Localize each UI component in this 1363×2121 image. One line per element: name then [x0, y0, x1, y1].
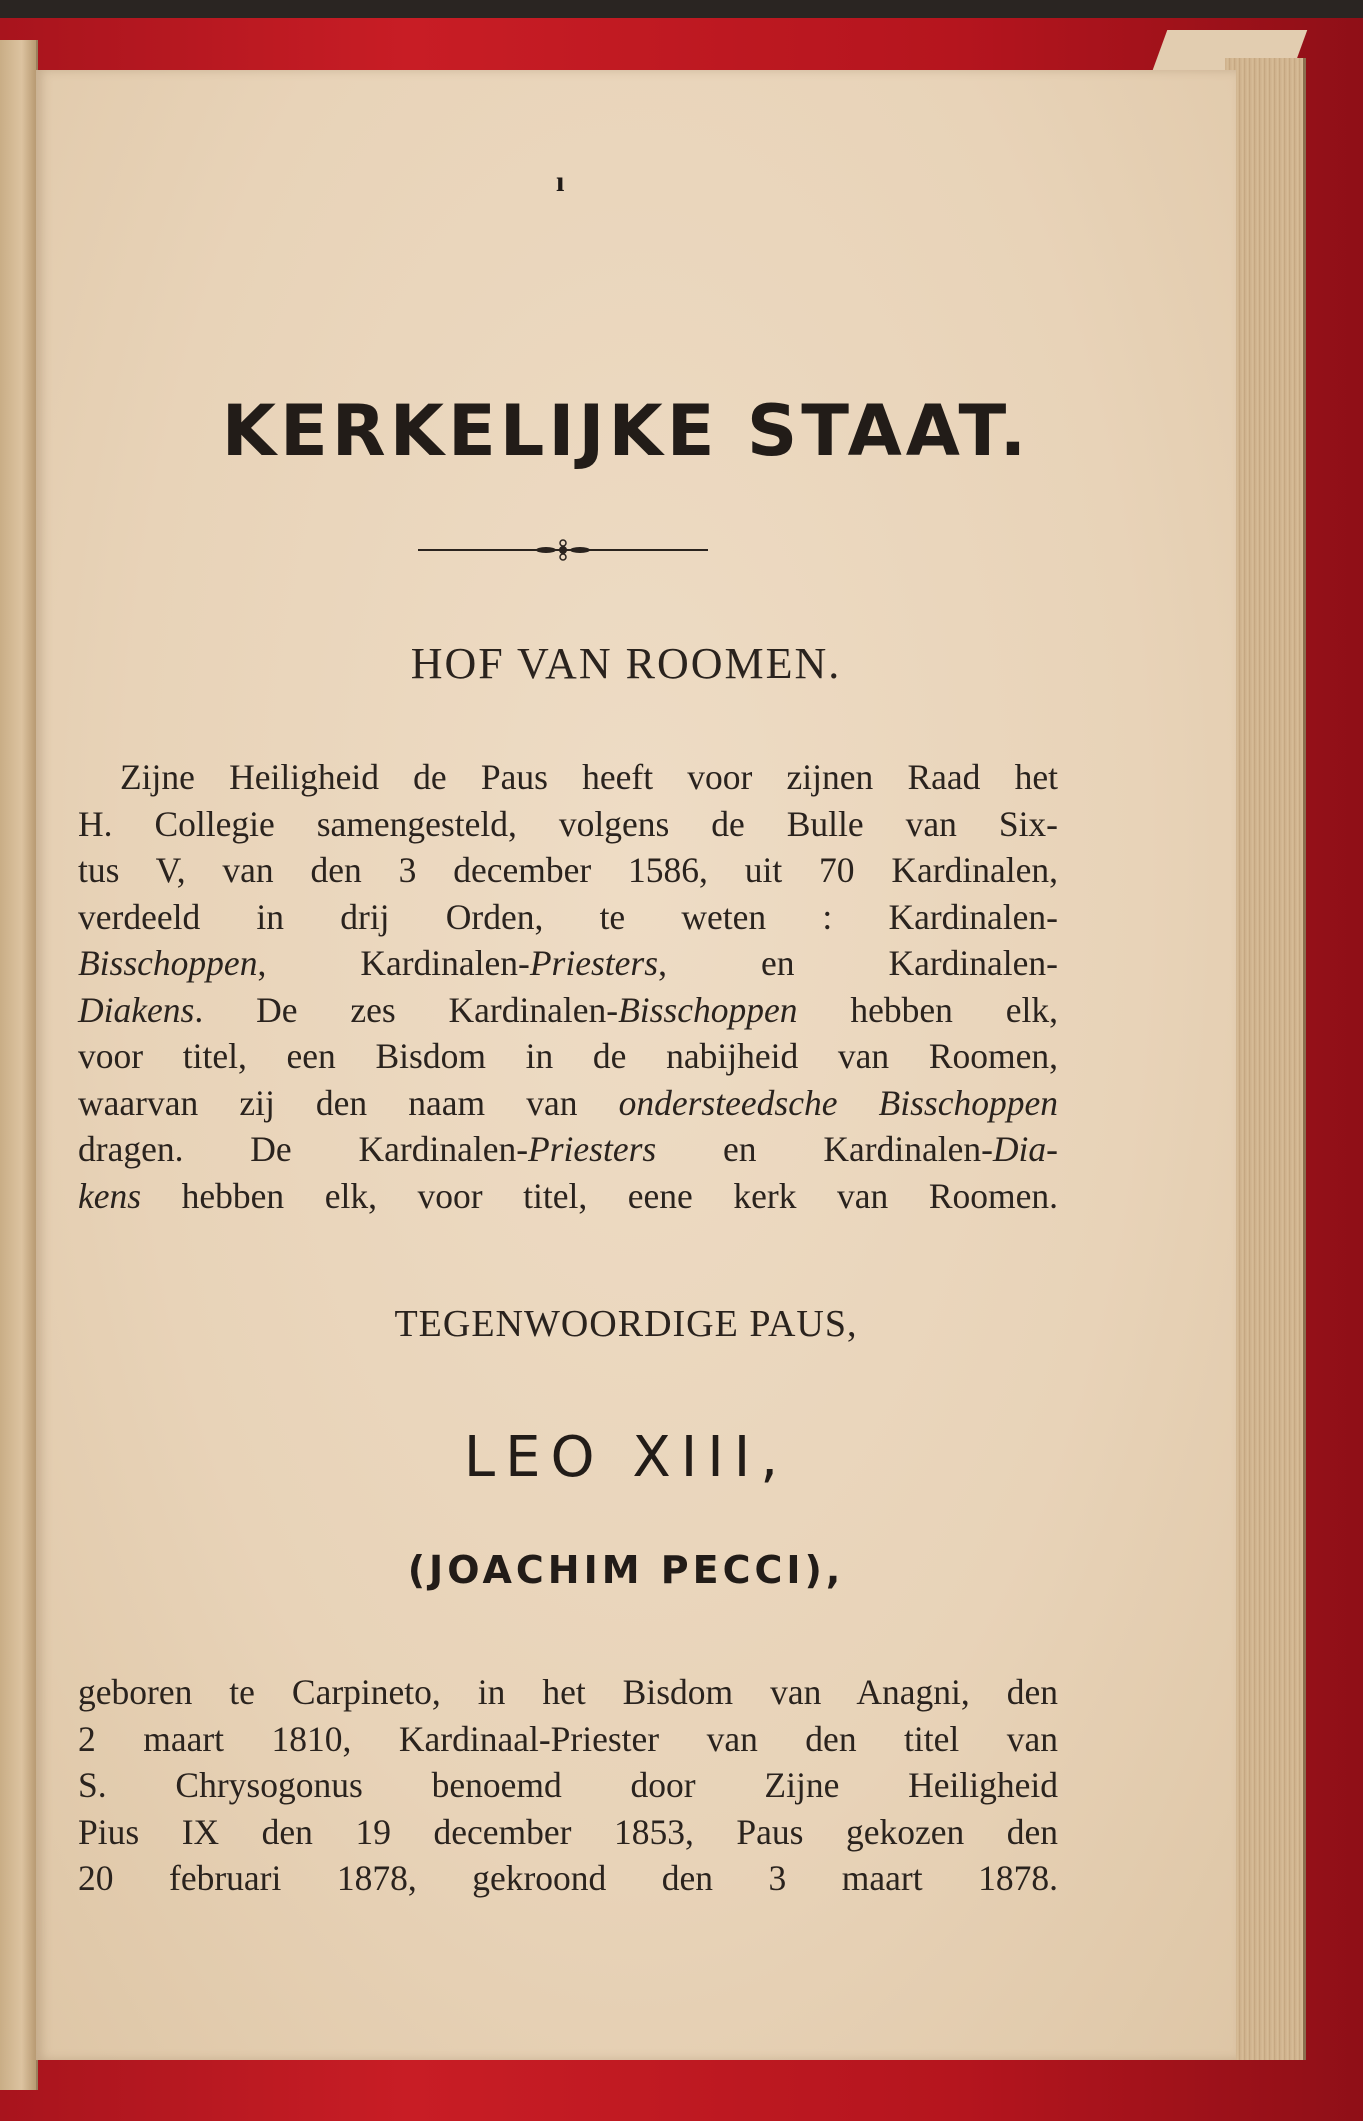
text-line: 2 maart 1810, Kardinaal-Priester van den titel van — [78, 1718, 1058, 1759]
italic-term: Diakens — [78, 989, 195, 1030]
text-fragment: , en Kardinalen- — [658, 943, 1058, 983]
italic-term: Priesters — [528, 1129, 657, 1169]
italic-term: Dia- — [992, 1129, 1058, 1169]
text-line — [78, 987, 1058, 1034]
page-title: KERKELIJKE STAAT. — [221, 390, 1031, 472]
italic-term: kens — [78, 1175, 142, 1216]
text-fragment: . De zes Kardinalen- — [194, 989, 619, 1030]
text-fragment: waarvan zij den naam van — [78, 1082, 619, 1123]
pope-birth-name: (JOACHIM PECCI), — [407, 1548, 845, 1592]
text-fragment: hebben elk, — [797, 989, 1058, 1030]
paragraph-college — [78, 754, 1058, 1219]
text-line — [78, 1080, 1058, 1127]
text-fragment: hebben elk, voor titel, eene kerk van Roomen. — [141, 1175, 1058, 1216]
italic-term: ondersteedsche Bisschoppen — [618, 1082, 1058, 1123]
text-line: tus V, van den 3 december 1586, uit 70 Kardinalen, — [78, 850, 1058, 890]
paragraph-biography — [78, 1669, 1058, 1902]
top-shadow — [0, 0, 1363, 18]
italic-term: Bisschoppen — [618, 989, 798, 1030]
text-line: Zijne Heiligheid de Paus heeft voor zijnen Raad het — [120, 757, 1058, 797]
text-line: H. Collegie samengesteld, volgens de Bulle van Six- — [78, 803, 1058, 844]
text-line: Pius IX den 19 december 1853, Paus gekozen den — [78, 1811, 1058, 1852]
italic-term: Bisschoppen — [78, 943, 258, 983]
italic-term: Priesters — [529, 943, 659, 983]
text-line: S. Chrysogonus benoemd door Zijne Heiligheid — [78, 1765, 1058, 1805]
page-stack-edge — [1225, 58, 1306, 2060]
text-line — [78, 940, 1058, 987]
text-line — [78, 1126, 1058, 1173]
text-fragment: en Kardinalen- — [656, 1129, 993, 1169]
text-line — [78, 1173, 1058, 1220]
text-line: geboren te Carpineto, in het Bisdom van Anagni, den — [78, 1672, 1058, 1712]
previous-page-edge — [0, 40, 38, 2090]
section-heading: HOF VAN ROOMEN. — [410, 639, 842, 688]
pope-name: LEO XIII, — [463, 1425, 789, 1490]
text-line: voor titel, een Bisdom in de nabijheid van Roomen, — [78, 1036, 1058, 1076]
page-mark: ı — [556, 165, 565, 198]
text-line: 20 februari 1878, gekroond den 3 maart 1878. — [78, 1858, 1058, 1898]
text-fragment: dragen. De Kardinalen- — [78, 1129, 529, 1169]
ornament-divider-icon — [418, 536, 708, 564]
text-line: verdeeld in drij Orden, te weten : Kardinalen- — [78, 896, 1058, 937]
text-fragment: , Kardinalen- — [257, 943, 530, 983]
current-pope-heading: TEGENWOORDIGE PAUS, — [394, 1303, 858, 1345]
